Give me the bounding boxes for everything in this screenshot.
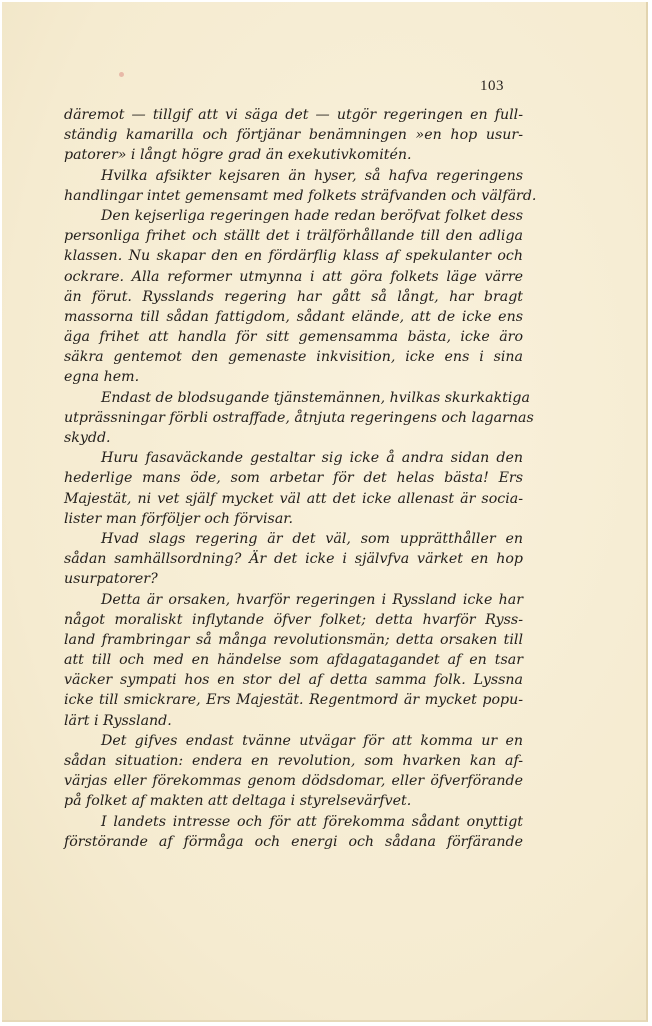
text-line: att till och med en händelse som afdagatagandet af en tsar — [64, 652, 523, 669]
text-line: Endast de blodsugande tjänstemännen, hvilkas skurkaktiga — [101, 389, 530, 406]
text-line: egna hem. — [64, 369, 140, 386]
text-line: Hvilka afsikter kejsaren än hyser, så hafva regeringens — [101, 167, 523, 184]
text-line: land frambringar så många revolutionsmän; detta orsaken till — [64, 631, 523, 648]
text-line: Hvad slags regering är det väl, som upprätthåller en — [101, 530, 523, 547]
book-page — [2, 2, 648, 1022]
text-line: Detta är orsaken, hvarför regeringen i Ryssland icke har — [101, 591, 523, 608]
text-line: Majestät, ni vet själf mycket väl att det icke allenast är socia- — [64, 490, 523, 507]
text-line: något moraliskt inflytande öfver folket; detta hvarför Ryss- — [64, 611, 523, 628]
text-line: väcker sympati hos en stor del af detta samma folk. Lyssna — [64, 672, 523, 689]
text-line: klassen. Nu skapar den en fördärflig klass af spekulanter och — [64, 248, 523, 265]
text-line: icke till smickrare, Ers Majestät. Regentmord är mycket popu- — [64, 692, 523, 709]
text-line: patorer» i långt högre grad än exekutivkomitén. — [64, 147, 412, 164]
text-line: massorna till sådan fattigdom, sådant elände, att de icke ens — [64, 308, 523, 325]
text-line: lärt i Ryssland. — [64, 712, 172, 729]
text-line: Huru fasaväckande gestaltar sig icke å andra sidan den — [101, 450, 523, 467]
text-line: ockrare. Alla reformer utmynna i att göra folkets läge värre — [64, 268, 523, 285]
text-line: personliga frihet och ställt det i trälförhållande till den adliga — [64, 228, 523, 245]
text-line: lister man förföljer och förvisar. — [64, 510, 294, 527]
text-line: utprässningar förbli ostraffade, åtnjuta regeringens och lagarnas — [64, 409, 534, 426]
text-line: äga frihet att handla för sitt gemensamma bästa, icke äro — [64, 329, 523, 346]
text-line: Det gifves endast tvänne utvägar för att komma ur en — [101, 732, 523, 749]
text-line: sådan situation: endera en revolution, som hvarken kan af- — [64, 753, 523, 769]
text-line: Den kejserliga regeringen hade redan beröfvat folket dess — [101, 207, 523, 224]
text-line: ständig kamarilla och förtjänar benämningen »en hop usur- — [64, 127, 523, 144]
paper-speck — [119, 72, 124, 77]
text-line: än förut. Rysslands regering har gått så långt, har bragt — [64, 288, 523, 305]
text-line: däremot — tillgif att vi säga det — utgör regeringen en full- — [64, 107, 523, 123]
text-line: handlingar intet gemensamt med folkets sträfvanden och välfärd. — [64, 187, 537, 204]
page-number: 103 — [480, 78, 504, 94]
text-line: skydd. — [64, 430, 111, 446]
text-line: på folket af makten att deltaga i styrelsevärfvet. — [64, 793, 412, 810]
text-line: hederlige mans öde, som arbetar för det helas bästa! Ers — [64, 470, 523, 487]
text-line: usurpatorer? — [64, 571, 158, 588]
text-line: förstörande af förmåga och energi och sådana förfärande — [64, 833, 523, 850]
body-text — [64, 105, 537, 852]
text-line: säkra gentemot den gemenaste inkvisition, icke ens i sina — [64, 349, 523, 366]
text-line: sådan samhällsordning? Är det icke i självfva värket en hop — [64, 551, 523, 568]
text-line: I landets intresse och för att förekomma sådant onyttigt — [101, 813, 523, 830]
text-line: värjas eller förekommas genom dödsdomar, eller öfverförande — [64, 773, 523, 790]
